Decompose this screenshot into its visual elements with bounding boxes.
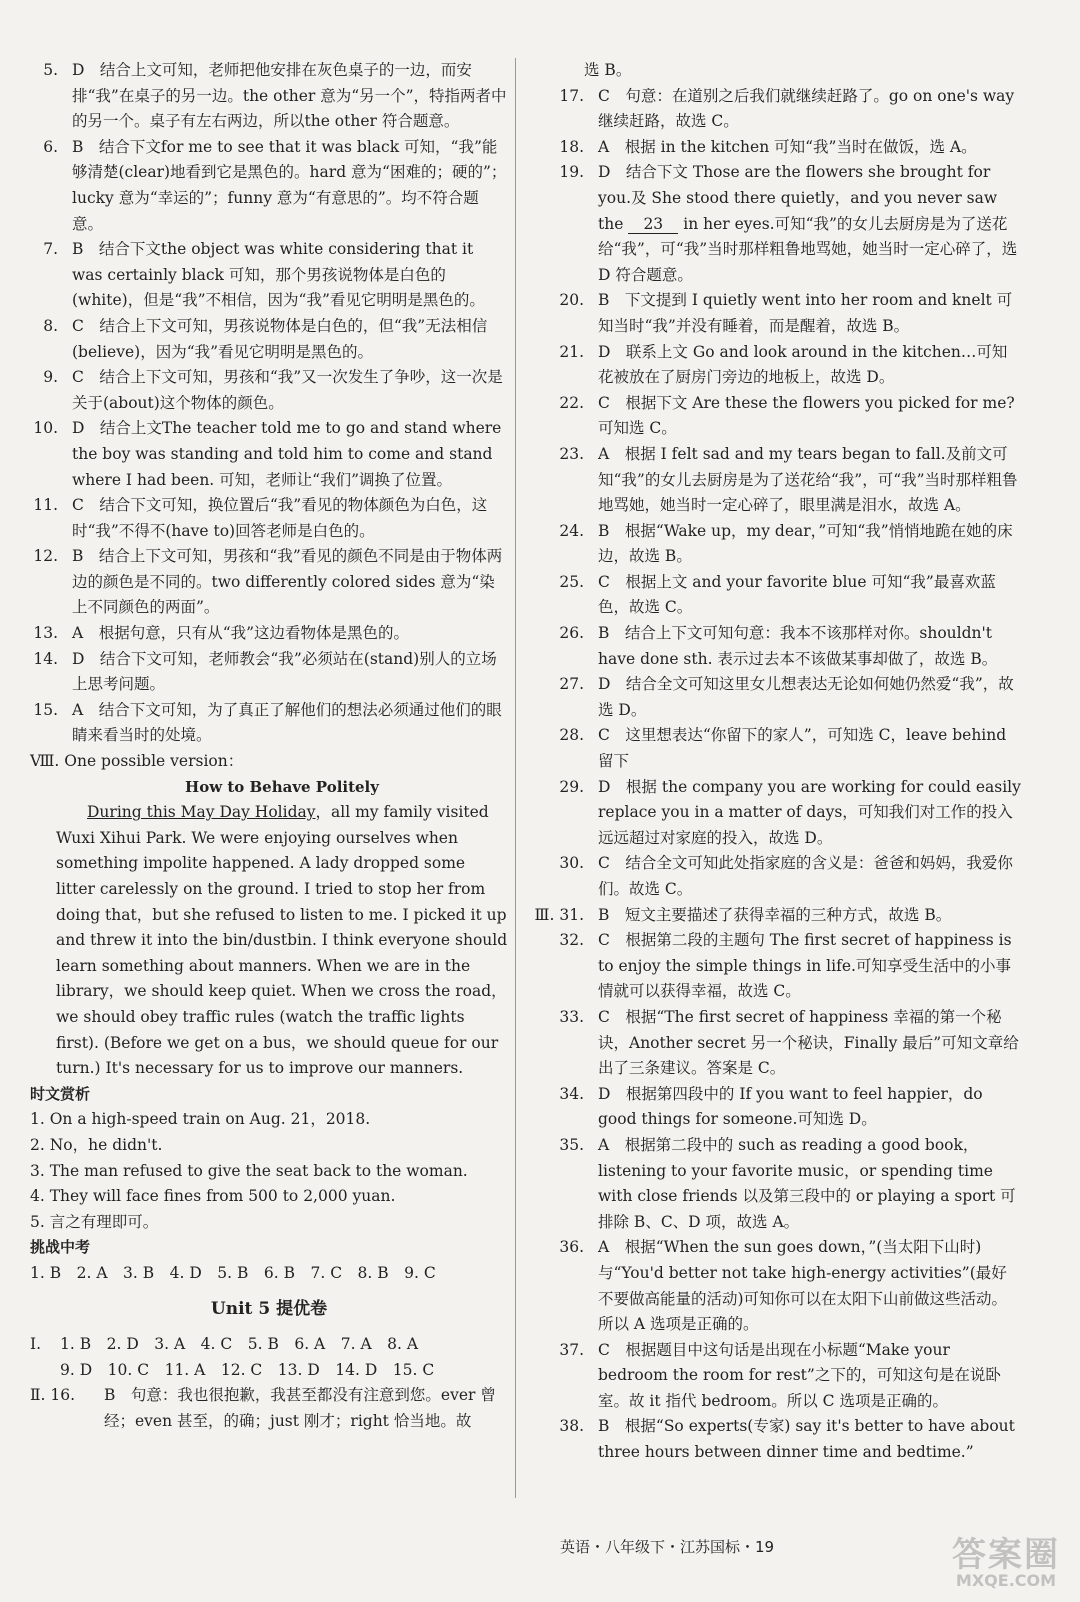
answer-item (30, 135, 508, 237)
answer-item (530, 1235, 1022, 1337)
section-2-first-item (30, 1383, 508, 1434)
essay-label: Ⅷ. One possible version： (30, 752, 244, 771)
item-number: 17. (559, 86, 584, 105)
item-number: 28. (559, 726, 584, 745)
right-column (530, 58, 1022, 1466)
answer-item (30, 493, 508, 544)
answer-item (30, 647, 508, 698)
item-number: 35. (559, 1135, 584, 1154)
watermark-text: 答案圈 (952, 1534, 1060, 1575)
item-text-part: in her eyes.可知“我”的女儿去厨房是为了送花给“我”，可“我”当时那样粗鲁地骂她，她当时一定心碎了，选 D 符合题意。 (598, 214, 1018, 284)
item-text: C 句意：在道别之后我们就继续赶路了。go on one's way 继续赶路，故选 C。 (598, 86, 1015, 131)
essay-underlined-phrase: During this May Day Holiday (87, 803, 316, 822)
answer-item (530, 1414, 1022, 1465)
item-number: 15. (33, 700, 58, 719)
item-text: A 结合下文可知，为了真正了解他们的想法必须通过他们的眼睛来看当时的处境。 (72, 700, 502, 745)
item-number: 23. (559, 444, 584, 463)
item-text: C 结合下文可知，换位置后“我”看见的物体颜色为白色，这时“我”不得不(have to)回答老师是白色的。 (72, 496, 488, 540)
item-text: C 根据第二段的主题句 The first secret of happiness is to enjoy the simple things in life.可知享受生活中的小事情就可以获得幸福，故选 C。 (598, 931, 1012, 1001)
item-text: D 根据 the company you are working for could easily replace you in a matter of days，可知我们对工作的投入远远超过对家庭的投入，故选 D。 (598, 777, 1021, 847)
essay-section (30, 749, 508, 775)
carry-over-text: 选 B。 (584, 61, 632, 79)
answer-item (530, 442, 1022, 519)
section-1-line-2: 9. D 10. C 11. A 12. C 13. D 14. D 15. C (60, 1360, 435, 1379)
item-text: C 结合上下文可知，男孩说物体是白色的，但“我”无法相信(believe)，因为“我”看见它明明是黑色的。 (72, 316, 488, 361)
reading-answer: 5. 言之有理即可。 (30, 1212, 159, 1231)
item-number: 13. (33, 624, 58, 643)
answer-item (30, 416, 508, 493)
reading-answer: 1. On a high-speed train on Aug. 21，2018. (30, 1110, 371, 1129)
item-text: A 根据 in the kitchen 可知“我”当时在做饭，选 A。 (598, 137, 977, 156)
item-text: C 结合上下文可知，男孩和“我”又一次发生了争吵，这一次是关于(about)这个物体的颜色。 (72, 368, 503, 412)
challenge-section-title: 挑战中考 (30, 1238, 91, 1257)
left-column (30, 58, 508, 1434)
item-number: 32. (559, 931, 584, 950)
item-number: 7. (43, 240, 58, 259)
left-answer-list (30, 58, 508, 749)
section-3-answers (530, 903, 1022, 1466)
essay-block (30, 775, 508, 1082)
item-number: 10. (33, 419, 58, 438)
item-number: 22. (559, 393, 584, 412)
reading-answer: 4. They will face fines from 500 to 2,000 yuan. (30, 1187, 396, 1206)
item-text: D 根据第四段中的 If you want to feel happier，do good things for someone.可知选 D。 (598, 1084, 983, 1129)
item-number: 24. (559, 521, 584, 540)
answer-item (530, 928, 1022, 1005)
item-number: 37. (559, 1340, 584, 1359)
item-text: B 结合上下文可知，男孩和“我”看见的颜色不同是由于物体两边的颜色是不同的。two differently colored sides 意为“染上不同颜色的两面”。 (72, 547, 503, 617)
item-number: 21. (559, 342, 584, 361)
answer-item (530, 1338, 1022, 1415)
answer-item (30, 544, 508, 621)
item-text: B 句意：我也很抱歉，我甚至都没有注意到您。ever 曾经；even 甚至，的确；just 刚才；right 恰当地。故 (104, 1386, 496, 1430)
answer-item (530, 621, 1022, 672)
item-number: 18. (559, 137, 584, 156)
column-divider (515, 58, 516, 1498)
item-text-part: D 结合下文 Those are the flowers she brought for you.及 She stood there quietly，and you never saw the (598, 163, 998, 233)
item-text: B 结合下文for me to see that it was black 可知，“我”能够清楚(clear)地看到它是黑色的。hard 意为“困难的；硬的”；lucky 意为“幸运的”；funny 意为“有意思的”。均不符合题意。 (72, 137, 507, 233)
answer-item (530, 84, 1022, 135)
reading-answers (30, 1107, 508, 1235)
item-number: Ⅱ. 16. (30, 1386, 76, 1405)
answer-item (530, 391, 1022, 442)
section-1-answers (30, 1332, 508, 1383)
fill-in-blank: 23 (628, 215, 678, 234)
item-number: 9. (43, 368, 58, 387)
reading-answer: 2. No，he didn't. (30, 1135, 163, 1154)
item-text: B 下文提到 I quietly went into her room and knelt 可知当时“我”并没有睡着，而是醒着，故选 B。 (598, 291, 1013, 335)
item-text: C 根据下文 Are these the flowers you picked for me? 可知选 C。 (598, 393, 1015, 438)
item-number: Ⅲ. 31. (534, 905, 584, 924)
item-text: A 根据第二段中的 such as reading a good book，listening to your favorite music，or spending time with close friends 以及第三段中的 or playing a sport 可排除 B、C、D 项，故选 A。 (598, 1135, 1016, 1231)
answer-item (530, 851, 1022, 902)
answer-item (530, 135, 1022, 161)
answer-item (530, 723, 1022, 774)
answer-item (30, 365, 508, 416)
item-number: 33. (559, 1007, 584, 1026)
answer-item (530, 1133, 1022, 1235)
item-text: B 短文主要描述了获得幸福的三种方式，故选 B。 (598, 905, 952, 924)
answer-item (530, 519, 1022, 570)
item-number: 20. (559, 291, 584, 310)
item-text: C 这里想表达“你留下的家人”，可知选 C，leave behind 留下 (598, 726, 1007, 771)
item-number: 6. (43, 137, 58, 156)
reading-section-title: 时文赏析 (30, 1084, 91, 1103)
answer-item (530, 1082, 1022, 1133)
item-text: D 结合全文可知这里女儿想表达无论如何她仍然爱“我”，故选 D。 (598, 675, 1014, 719)
challenge-answers: 1. B 2. A 3. B 4. D 5. B 6. B 7. C 8. B 9. C (30, 1263, 436, 1282)
item-number: 29. (559, 777, 584, 796)
essay-title: How to Behave Politely (185, 777, 379, 796)
item-text: B 根据“Wake up，my dear，”可知“我”悄悄地跪在她的床边，故选 B。 (598, 521, 1013, 566)
item-number: 11. (33, 496, 58, 515)
item-number: 25. (559, 572, 584, 591)
item-text: D 结合上文The teacher told me to go and stand where the boy was standing and told him to come and stand where I had been. 可知，老师让“我们”调换了位置。 (72, 419, 502, 489)
item-number: 14. (33, 649, 58, 668)
watermark-logo (952, 1534, 1060, 1594)
item-text: D 结合下文可知，老师教会“我”必须站在(stand)别人的立场上思考问题。 (72, 649, 497, 694)
item-text: C 结合全文可知此处指家庭的含义是：爸爸和妈妈，我爱你们。故选 C。 (598, 854, 1013, 898)
item-number: 12. (33, 547, 58, 566)
item-text: A 根据句意，只有从“我”这边看物体是黑色的。 (72, 624, 410, 643)
item-text: A 根据“When the sun goes down，”(当太阳下山时)与“You'd better not take high-energy activities”(最好不要做高能量的活动)可知你可以在太阳下山前做这些活动。所以 A 选项是正确的。 (598, 1238, 1008, 1334)
unit-title: Unit 5 提优卷 (210, 1298, 328, 1319)
answer-item (30, 621, 508, 647)
page-footer: 英语・八年级下・江苏国标・19 (560, 1538, 775, 1556)
answer-item (530, 672, 1022, 723)
item-number: 5. (43, 61, 58, 79)
answer-item (530, 288, 1022, 339)
item-number: 27. (559, 675, 584, 694)
item-number: 8. (43, 316, 58, 335)
item-text: B 结合上下文可知句意：我本不该那样对你。shouldn't have done sth. 表示过去本不该做某事却做了，故选 B。 (598, 624, 998, 668)
watermark-url: MXQE.COM (955, 1571, 1057, 1591)
essay-body (56, 800, 508, 1082)
item-number: 36. (559, 1238, 584, 1257)
answer-item (530, 570, 1022, 621)
item-text: A 根据 I felt sad and my tears began to fall.及前文可知“我”的女儿去厨房是为了送花给“我”，可“我”当时那样粗鲁地骂她，她当时一定心碎了，眼里满是泪水，故选 A。 (598, 444, 1018, 515)
answer-item (30, 314, 508, 365)
item-text: D 联系上文 Go and look around in the kitchen…可知花被放在了厨房门旁边的地板上，故选 D。 (598, 342, 1008, 387)
item-text: B 根据“So experts(专家) say it's better to have about three hours between dinner time and bedtime.” (598, 1417, 1015, 1462)
item-text: C 根据题目中这句话是出现在小标题“Make your bedroom the room for rest”之下的，可知这句是在说卧室。故 it 指代 bedroom。所以 C 选项是正确的。 (598, 1340, 1001, 1410)
answer-item (530, 1005, 1022, 1082)
reading-answer: 3. The man refused to give the seat back to the woman. (30, 1161, 468, 1180)
answer-item (530, 160, 1022, 288)
item-number: 38. (559, 1417, 584, 1436)
item-text: B 结合下文the object was white considering that it was certainly black 可知，那个男孩说物体是白色的(white)，但是“我”不相信，因为“我”看见它明明是黑色的。 (72, 240, 485, 310)
answer-item (30, 237, 508, 314)
section-1-label: Ⅰ. (30, 1335, 42, 1354)
answer-item (530, 775, 1022, 852)
item-number: 26. (559, 624, 584, 643)
item-number: 34. (559, 1084, 584, 1103)
item-number: 19. (559, 163, 584, 182)
item-number: 30. (559, 854, 584, 873)
right-answer-list (530, 84, 1022, 903)
answer-item (530, 903, 1022, 929)
answer-item (530, 340, 1022, 391)
section-1-line-1: 1. B 2. D 3. A 4. C 5. B 6. A 7. A 8. A (60, 1335, 419, 1354)
answer-item (30, 698, 508, 749)
item-text: C 根据“The first secret of happiness 幸福的第一个秘诀，Another secret 另一个秘诀，Finally 最后”可知文章给出了三条建议。答案是 C。 (598, 1007, 1019, 1078)
item-text: C 根据上文 and your favorite blue 可知“我”最喜欢蓝色，故选 C。 (598, 572, 996, 617)
answer-item (30, 58, 508, 135)
item-text: D 结合上文可知，老师把他安排在灰色桌子的一边，而安排“我”在桌子的另一边。the other 意为“另一个”，特指两者中的另一个。桌子有左右两边，所以the other 符合题意。 (72, 61, 507, 131)
item-text (598, 160, 1022, 288)
essay-text: ，all my family visited Wuxi Xihui Park. We were enjoying ourselves when something impolite happened. A lady dropped some litter carelessly on the ground. I tried to stop her from doing that，but she refused to listen to me. I picked it up and threw it into the bin/dustbin. I think everyone should learn something about manners. When we are in the library，we should keep quiet. When we cross the road，we should obey traffic rules (watch the traffic lights first). (Before we get on a bus，we should queue for our turn.) It's necessary for us to improve our manners. (56, 803, 508, 1078)
